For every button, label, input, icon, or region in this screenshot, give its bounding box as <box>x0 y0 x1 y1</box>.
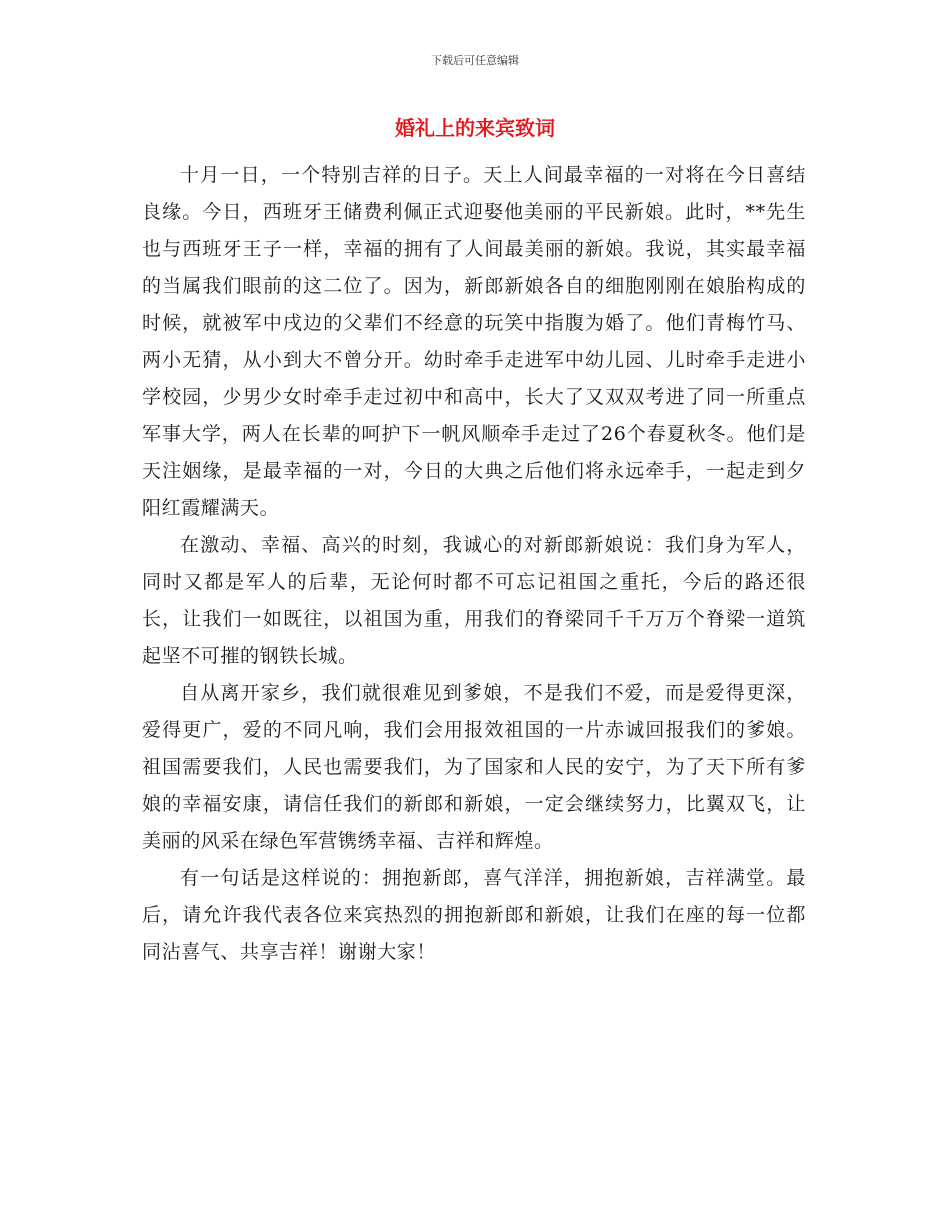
paragraph-4: 有一句话是这样说的：拥抱新郎，喜气洋洋，拥抱新娘，吉祥满堂。最后，请允许我代表各位来宾热烈的拥抱新郎和新娘，让我们在座的每一位都同沾喜气、共享吉祥！谢谢大家！ <box>142 867 806 963</box>
document-body <box>142 157 806 971</box>
paragraph-2: 在激动、幸福、高兴的时刻，我诚心的对新郎新娘说：我们身为军人，同时又都是军人的后辈，无论何时都不可忘记祖国之重托，今后的路还很长，让我们一如既往，以祖国为重，用我们的脊梁同千千万万个脊梁一道筑起坚不可摧的钢铁长城。 <box>142 534 806 667</box>
paragraph-3: 自从离开家乡，我们就很难见到爹娘，不是我们不爱，而是爱得更深，爱得更广，爱的不同凡响，我们会用报效祖国的一片赤诚回报我们的爹娘。祖国需要我们，人民也需要我们，为了国家和人民的安宁，为了天下所有爹娘的幸福安康，请信任我们的新郎和新娘，一定会继续努力，比翼双飞，让美丽的风采在绿色军营镌绣幸福、吉祥和辉煌。 <box>142 682 806 852</box>
document-title: 婚礼上的来宾致词 <box>395 116 555 140</box>
paragraph-1: 十月一日，一个特别吉祥的日子。天上人间最幸福的一对将在今日喜结良缘。今日，西班牙王储费利佩正式迎娶他美丽的平民新娘。此时，**先生也与西班牙王子一样，幸福的拥有了人间最美丽的新娘。我说，其实最幸福的当属我们眼前的这二位了。因为，新郎新娘各自的细胞刚刚在娘胎构成的时候，就被军中戌边的父辈们不经意的玩笑中指腹为婚了。他们青梅竹马、两小无猜，从小到大不曾分开。幼时牵手走进军中幼儿园、儿时牵手走进小学校园，少男少女时牵手走过初中和高中，长大了又双双考进了同一所重点军事大学，两人在长辈的呵护下一帆风顺牵手走过了26个春夏秋冬。他们是天注姻缘，是最幸福的一对，今日的大典之后他们将永远牵手，一起走到夕阳红霞耀满天。 <box>142 164 806 519</box>
header-note: 下载后可任意编辑 <box>431 54 519 67</box>
